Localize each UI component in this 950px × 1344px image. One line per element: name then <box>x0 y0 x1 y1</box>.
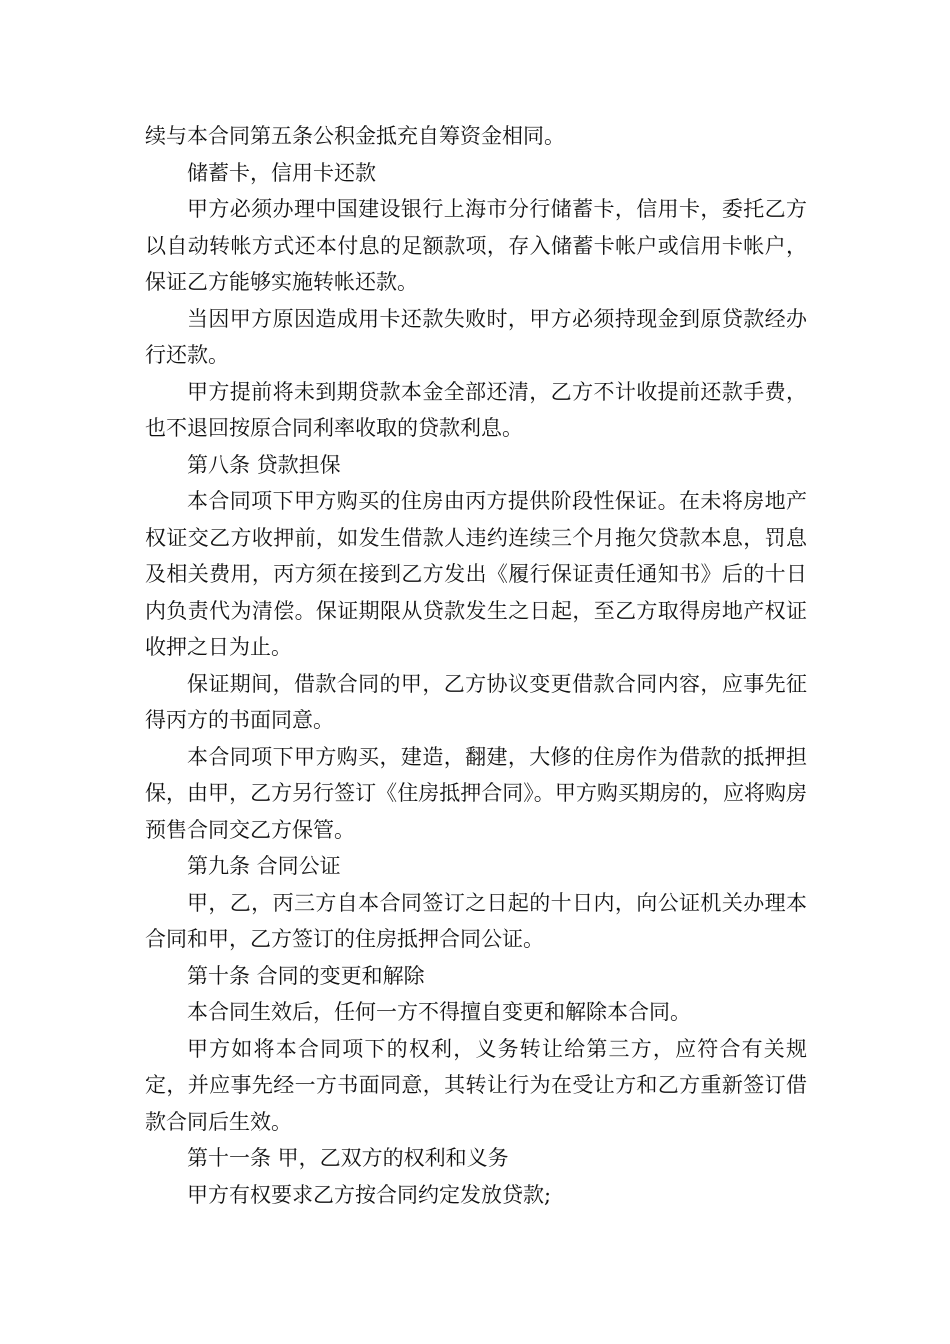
article-heading: 第八条 贷款担保 <box>187 452 341 477</box>
paragraph: 本合同项下甲方购买，建造，翻建，大修的住房作为借款的抵押担保，由甲，乙方另行签订《住房抵押合同》。甲方购买期房的，应将购房预售合同交乙方保管。 <box>145 744 807 842</box>
paragraph: 甲，乙，丙三方自本合同签订之日起的十日内，向公证机关办理本合同和甲，乙方签订的住房抵押合同公证。 <box>145 890 807 951</box>
paragraph: 甲方提前将未到期贷款本金全部还清，乙方不计收提前还款手费，也不退回按原合同利率收取的贷款利息。 <box>145 379 807 440</box>
paragraph: 本合同项下甲方购买的住房由丙方提供阶段性保证。在未将房地产权证交乙方收押前，如发生借款人违约连续三个月拖欠贷款本息，罚息及相关费用，丙方须在接到乙方发出《履行保证责任通知书》后的十日内负责代为清偿。保证期限从贷款发生之日起，至乙方取得房地产权证收押之日为止。 <box>145 489 807 659</box>
paragraph: 续与本合同第五条公积金抵充自筹资金相同。 <box>145 124 565 148</box>
article-heading: 第九条 合同公证 <box>187 854 341 878</box>
document-body <box>145 118 807 1213</box>
section-subheading: 储蓄卡，信用卡还款 <box>187 160 376 185</box>
paragraph: 甲方如将本合同项下的权利，义务转让给第三方，应符合有关规定，并应事先经一方书面同意，其转让行为在受让方和乙方重新签订借款合同后生效。 <box>145 1036 807 1134</box>
paragraph: 保证期间，借款合同的甲，乙方协议变更借款合同内容，应事先征得丙方的书面同意。 <box>145 671 807 732</box>
paragraph: 甲方必须办理中国建设银行上海市分行储蓄卡，信用卡，委托乙方以自动转帐方式还本付息的足额款项，存入储蓄卡帐户或信用卡帐户，保证乙方能够实施转帐还款。 <box>145 197 807 294</box>
paragraph: 本合同生效后，任何一方不得擅自变更和解除本合同。 <box>187 1000 691 1024</box>
paragraph: 甲方有权要求乙方按合同约定发放贷款; <box>187 1182 552 1207</box>
paragraph: 当因甲方原因造成用卡还款失败时，甲方必须持现金到原贷款经办行还款。 <box>145 306 807 367</box>
article-heading: 第十条 合同的变更和解除 <box>187 963 425 988</box>
article-heading: 第十一条 甲，乙双方的权利和义务 <box>187 1146 509 1170</box>
